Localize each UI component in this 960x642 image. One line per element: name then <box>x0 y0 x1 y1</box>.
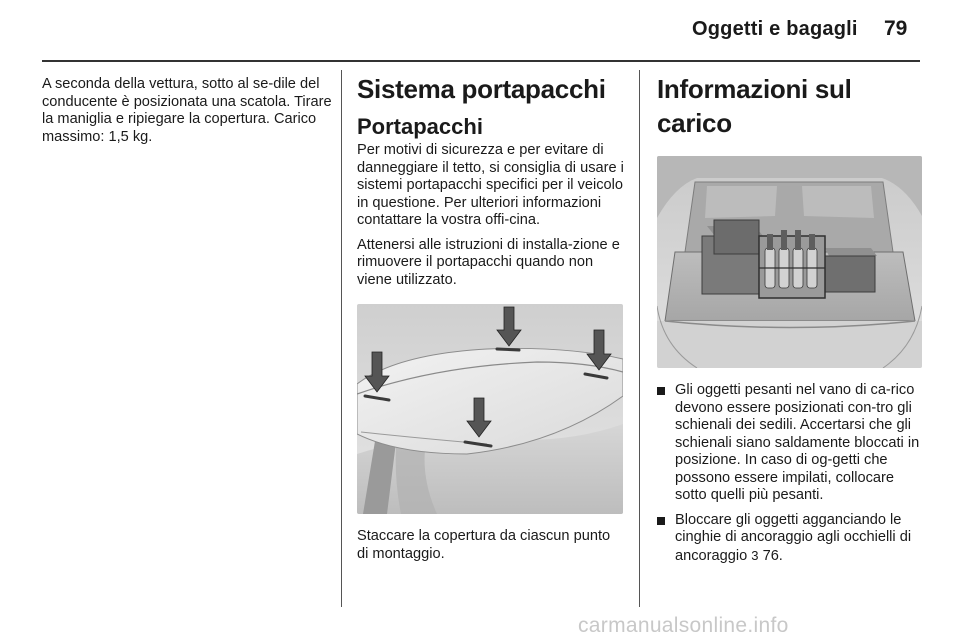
section-heading-load-information: Informazioni sul carico <box>657 74 852 138</box>
list-item <box>657 382 922 505</box>
watermark: carmanualsonline.info <box>578 614 789 637</box>
storage-box-paragraph: A seconda della vettura, sotto al se-dile del conducente è posizionata una scatola. Tirare la maniglia e ripiegare la copertura. Carico massimo: 1,5 kg. <box>42 76 332 145</box>
bullet-square-icon <box>657 387 665 395</box>
load-information-list <box>657 382 922 565</box>
column-middle <box>357 70 625 563</box>
column-right <box>657 70 922 572</box>
list-item <box>657 512 922 566</box>
bullet-square-icon <box>657 517 665 525</box>
column-divider-left <box>341 70 342 607</box>
subsection-heading-roof-rack: Portapacchi <box>357 114 483 139</box>
page-reference-number[interactable]: 76. <box>762 547 783 564</box>
page-number: 79 <box>884 17 908 40</box>
roof-rack-install-paragraph: Attenersi alle istruzioni di installa-zione e rimuovere il portapacchi quando non viene utilizzato. <box>357 236 620 288</box>
section-heading-roof-rack-system: Sistema portapacchi <box>357 74 606 104</box>
column-left <box>42 70 332 146</box>
roof-figure-caption: Staccare la copertura da ciascun punto di montaggio. <box>357 528 611 562</box>
header-rule <box>42 60 920 62</box>
column-divider-right <box>639 70 640 607</box>
bullet-text: Gli oggetti pesanti nel vano di ca-rico devono essere posizionati con-tro gli schienali dei sedili. Accertarsi che gli schienali siano saldamente bloccati in posizione. In caso di og-getti che possono essere impilati, collocare sotto quelli più pesanti. <box>675 382 920 503</box>
page-reference-icon: 3 <box>751 547 759 563</box>
roof-mounting-points-illustration <box>357 304 623 514</box>
bullet-text: Bloccare gli oggetti agganciando le cinghie di ancoraggio agli occhielli di ancoraggio <box>675 511 912 564</box>
cargo-illustration-svg <box>657 156 922 368</box>
cargo-load-illustration <box>657 156 922 368</box>
roof-rack-safety-paragraph: Per motivi di sicurezza e per evitare di danneggiare il tetto, si consiglia di usare i sistemi portapacchi specifici per il veicolo in questione. Per ulteriori informazioni contattare la vostra offi-cina. <box>357 142 624 228</box>
roof-illustration-svg <box>357 304 623 514</box>
page-header-title: Oggetti e bagagli <box>692 18 858 40</box>
